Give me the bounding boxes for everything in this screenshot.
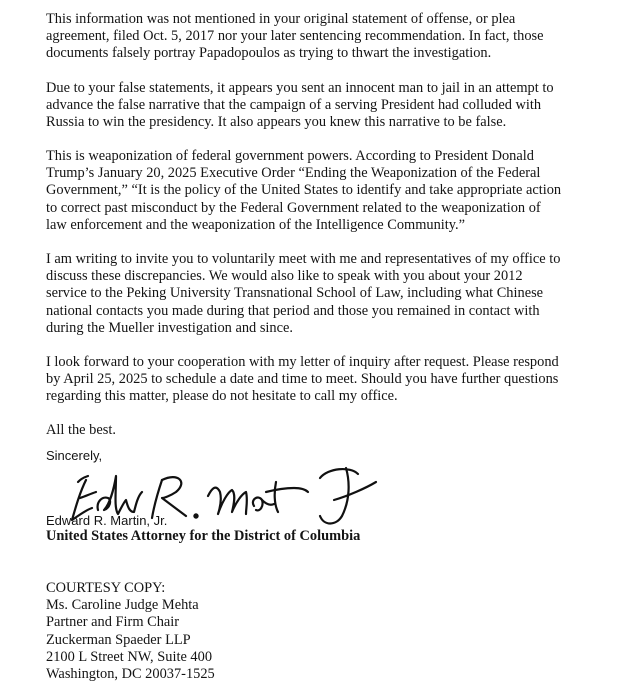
signer-title: United States Attorney for the District of Columbia [46,528,361,544]
signer-name: Edward R. Martin, Jr. [46,513,168,528]
paragraph-meeting-invitation: I am writing to invite you to voluntarily meet with me and representatives of my office to discuss these discrepancies. We would also like to speak with you about your 2012 service to the Peking University Transnational School of Law, including what Chinese national contacts you made during that period and those you remained in contact with during the Mueller investigation and since. [46,251,561,336]
cc-recipient-name: Ms. Caroline Judge Mehta [46,597,199,614]
paragraph-false-statements: Due to your false statements, it appears you sent an innocent man to jail in an attempt to advance the false narrative that the campaign of a serving President had colluded with Russia to win the presidency. It also appears you knew this narrative to be false. [46,80,554,131]
cc-recipient-city: Washington, DC 20037-1525 [46,666,215,683]
paragraph-weaponization: This is weaponization of federal government powers. According to President Donald Trump’s January 20, 2025 Executive Order “Ending the Weaponization of the Federal Government,” “It is the policy of the United States to identify and take appropriate action to correct past misconduct by the Federal Government related to the weaponization of law enforcement and the weaponization of the Intelligence Community.” [46,148,562,233]
courtesy-copy-heading: COURTESY COPY: [46,580,166,596]
cc-recipient-title: Partner and Firm Chair [46,614,180,631]
cc-recipient-firm: Zuckerman Spaeder LLP [46,631,191,648]
paragraph-response-request: I look forward to your cooperation with my letter of inquiry after request. Please respond by April 25, 2025 to schedule a date and time to meet. Should you have further questions regarding this matter, please do not hesitate to call my office. [46,354,559,405]
closing-salutation: Sincerely, [46,448,103,463]
paragraph-omitted-information: This information was not mentioned in your original statement of offense, or plea agreement, filed Oct. 5, 2017 nor your later sentencing recommendation. In fact, those documents falsely portray Papadopoulos as trying to thwart the investigation. [46,11,544,62]
paragraph-all-the-best: All the best. [46,422,116,438]
cc-recipient-street: 2100 L Street NW, Suite 400 [46,648,213,665]
courtesy-copy-block [46,580,215,683]
